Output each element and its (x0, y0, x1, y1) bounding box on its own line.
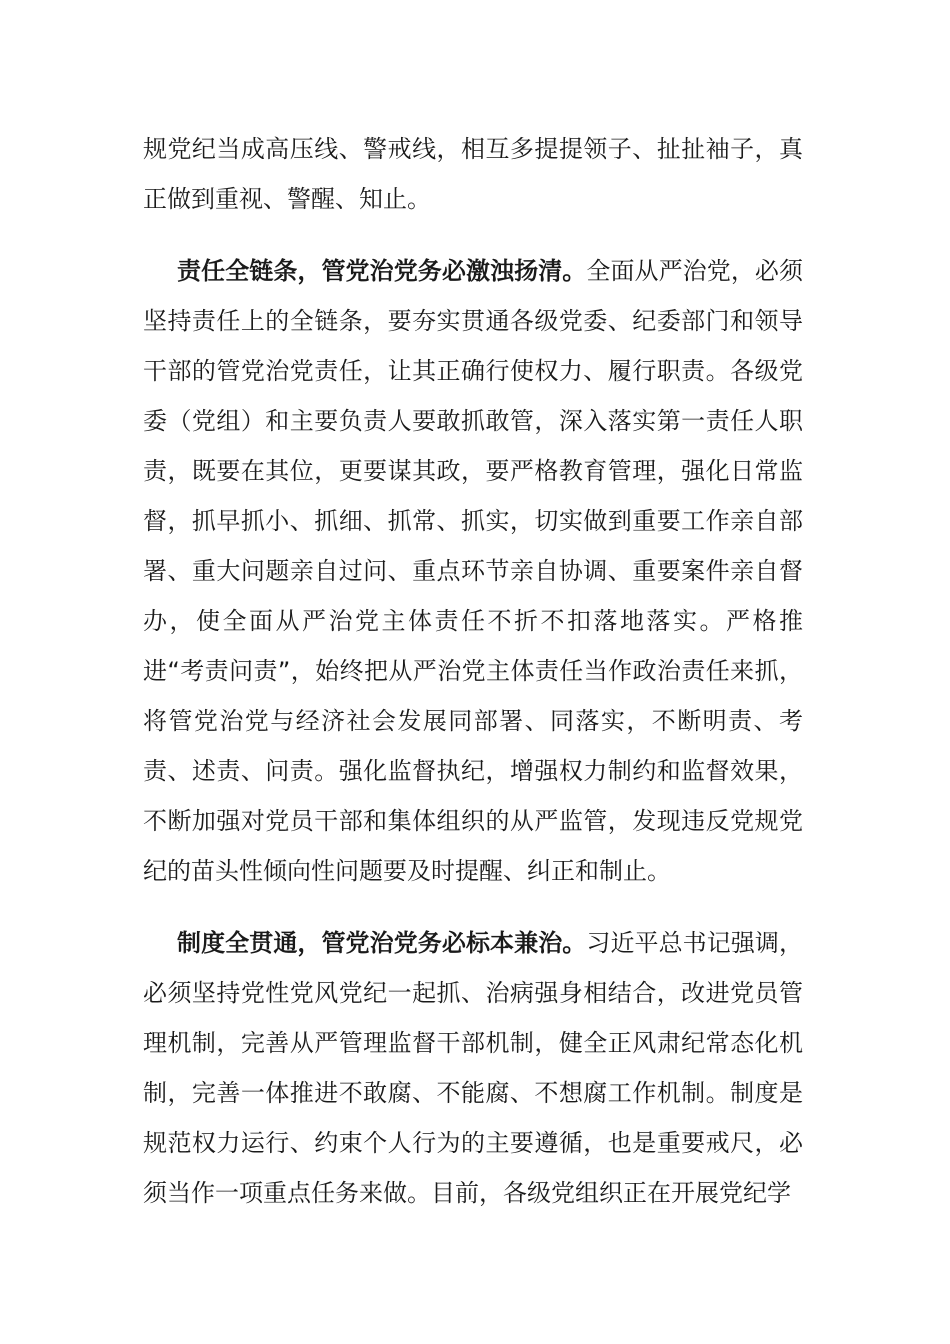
document-page (143, 124, 803, 1218)
paragraph-heading: 制度全贯通，管党治党务必标本兼治。 (177, 929, 587, 957)
paragraph-system-integration (143, 918, 803, 1218)
paragraph-heading: 责任全链条，管党治党务必激浊扬清。 (177, 257, 587, 285)
paragraph-body: 规党纪当成高压线、警戒线，相互多提提领子、扯扯袖子，真正做到重视、警醒、知止。 (143, 135, 803, 213)
paragraph-body: 全面从严治党，必须坚持责任上的全链条，要夯实贯通各级党委、纪委部门和领导干部的管党治党责任，让其正确行使权力、履行职责。各级党委（党组）和主要负责人要敢抓敢管，深入落实第一责任人职责，既要在其位，更要谋其政，要严格教育管理，强化日常监督，抓早抓小、抓细、抓常、抓实，切实做到重要工作亲自部署、重大问题亲自过问、重点环节亲自协调、重要案件亲自督办，使全面从严治党主体责任不折不扣落地落实。严格推进“考责问责”，始终把从严治党主体责任当作政治责任来抓，将管党治党与经济社会发展同部署、同落实，不断明责、考责、述责、问责。强化监督执纪，增强权力制约和监督效果，不断加强对党员干部和集体组织的从严监管，发现违反党规党纪的苗头性倾向性问题要及时提醒、纠正和制止。 (143, 257, 803, 885)
paragraph-continuation (143, 124, 803, 224)
paragraph-responsibility-chain (143, 246, 803, 896)
paragraph-body: 习近平总书记强调，必须坚持党性党风党纪一起抓、治病强身相结合，改进党员管理机制，完善从严管理监督干部机制，健全正风肃纪常态化机制，完善一体推进不敢腐、不能腐、不想腐工作机制。制度是规范权力运行、约束个人行为的主要遵循，也是重要戒尺，必须当作一项重点任务来做。目前，各级党组织正在开展党纪学 (143, 929, 803, 1207)
